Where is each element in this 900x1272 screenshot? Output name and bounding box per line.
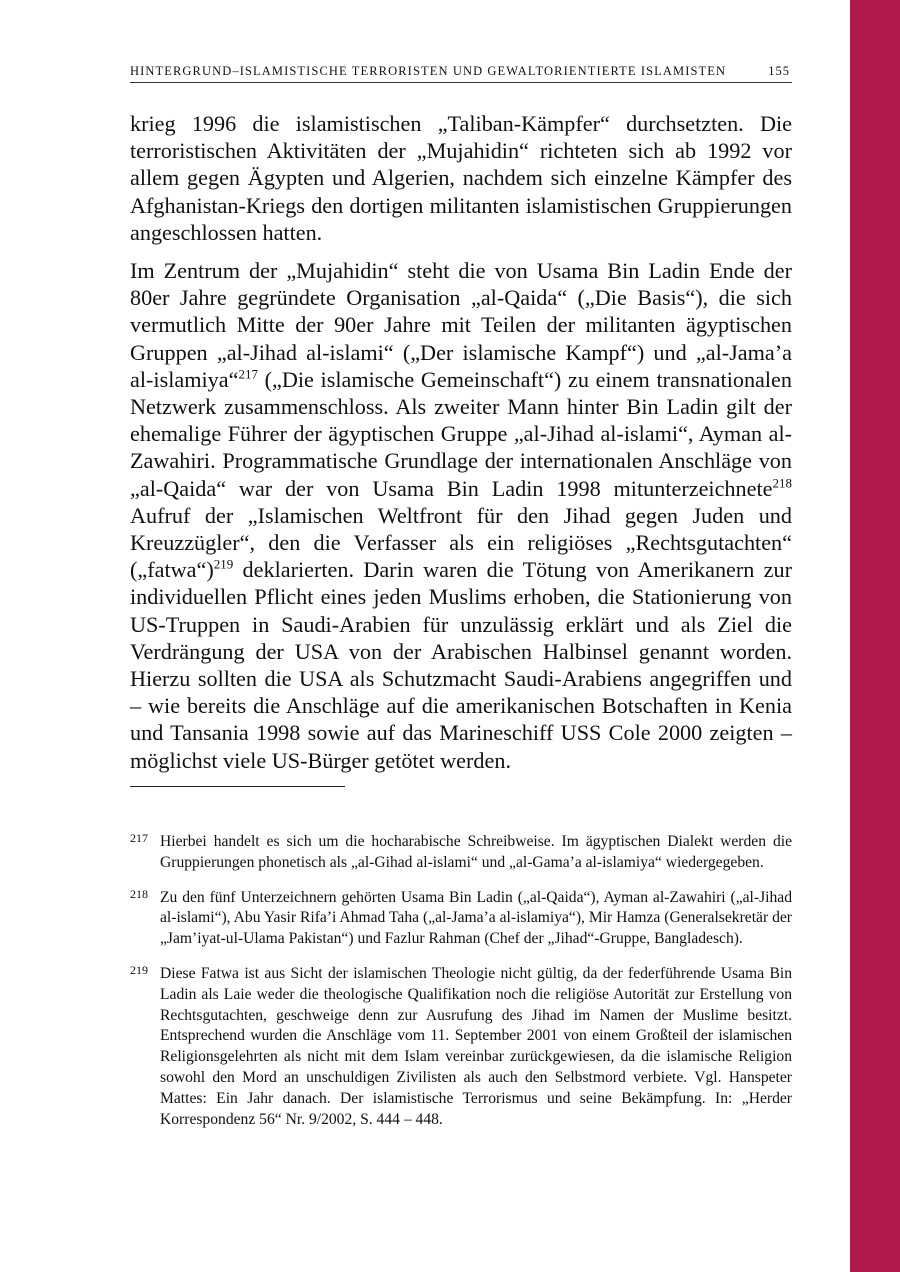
footnote-text: Diese Fatwa ist aus Sicht der islamischen Theologie nicht gültig, da der federführende Usama Bin Ladin als Laie weder die theologische Qualifikation noch die religiöse Autorität zur Erstellung von Rechtsgutachten, geschweige denn zur Ausrufung des Jihad im Namen der Muslime besitzt. Entsprechend wurden die Anschläge vom 11. September 2001 von einem Großteil der islamischen Religionsgelehrten als nicht mit dem Islam vereinbar zurückgewiesen, da die islamische Religion sowohl den Mord an unschuldigen Zivilisten als auch den Selbstmord verbiete. Vgl. Hanspeter Mattes: Ein Jahr danach. Der islamistische Terrorismus und seine Bekämpfung. In: „Herder Korrespondenz 56“ Nr. 9/2002, S. 444 – 448. — [160, 964, 792, 1128]
footnote-219 — [130, 964, 792, 1130]
paragraph-2-segment: („Die islamische Gemeinschaft“) zu einem transnationalen Netzwerk zusammenschloss. Als zweiter Mann hinter Bin Ladin gilt der ehemalige Führer der ägyptischen Gruppe „al-Jihad al-islami“, Ayman al-Zawahiri. Programmatische Grundlage der internationalen Anschläge von „al-Qaida“ war der von Usama Bin Ladin 1998 mitunterzeichnete — [130, 366, 792, 501]
paragraph-1: krieg 1996 die islamistischen „Taliban-Kämpfer“ durchsetzten. Die terroristischen Aktivitäten der „Mujahidin“ richteten sich ab 1992 vor allem gegen Ägypten und Algerien, nachdem sich einzelne Kämpfer des Afghanistan-Kriegs den dortigen militanten islamistischen Gruppierungen angeschlossen hatten. — [130, 111, 792, 245]
footnote-ref-218[interactable]: 218 — [772, 475, 792, 491]
footnote-number: 219 — [130, 962, 148, 977]
decorative-side-bar — [850, 0, 900, 1272]
paragraph-2-segment: Im Zentrum der „Mujahidin“ steht die von Usama Bin Ladin Ende der 80er Jahre gegründete Organisation „al-Qaida“ („Die Basis“), die sich vermutlich Mitte der 90er Jahre mit Teilen der militanten ägyptischen Gruppen „al-Jihad al-islami“ („Der islamische Kampf“) und „al-Jama’a al-islamiya“ — [130, 258, 792, 392]
main-text — [130, 110, 792, 785]
footnote-number: 218 — [130, 886, 148, 901]
footnotes — [130, 832, 792, 1144]
paragraph-2 — [130, 257, 792, 774]
running-header — [130, 64, 792, 83]
paragraph-2-segment: deklarierten. Darin waren die Tötung von Amerikanern zur individuellen Pflicht eines jeden Muslims erhoben, die Stationierung von US-Truppen in Saudi-Arabien für unzulässig erklärt und als Ziel die Verdrängung der USA von der Arabischen Halbinsel genannt worden. Hierzu sollten die USA als Schutzmacht Saudi-Arabiens angegriffen und – wie bereits die Anschläge auf die amerikanischen Botschaften in Kenia und Tansania 1998 sowie auf das Marineschiff USS Cole 2000 zeigten – möglichst viele US-Bürger getötet werden. — [130, 557, 792, 773]
footnote-text: Zu den fünf Unterzeichnern gehörten Usama Bin Ladin („al-Qaida“), Ayman al-Zawahiri („al-Jihad al-islami“), Abu Yasir Rifa’i Ahmad Taha („al-Jama’a al-islamiya“), Mir Hamza (Generalsekretär der „Jam’iyat-ul-Ulama Pakistan“) und Fazlur Rahman (Chef der „Jihad“-Gruppe, Bangladesch). — [160, 888, 792, 948]
footnote-ref-217[interactable]: 217 — [238, 366, 258, 382]
footnote-number: 217 — [130, 831, 148, 845]
footnote-218 — [130, 888, 792, 950]
footnote-217 — [130, 832, 792, 874]
footnote-separator — [130, 786, 345, 787]
paragraph-2-segment: Aufruf der „Islamischen Weltfront für den Jihad gegen Juden und Kreuzzügler“, den die Verfasser als ein religiöses „Rechtsgutachten“ („fatwa“) — [130, 502, 792, 583]
footnote-ref-219[interactable]: 219 — [213, 556, 234, 572]
page-number: 155 — [768, 64, 790, 78]
footnote-text: Hierbei handelt es sich um die hocharabische Schreibweise. Im ägyptischen Dialekt werden die Gruppierungen phonetisch als „al-Gihad al-islami“ und „al-Gama’a al-islamiya“ wiedergegeben. — [160, 833, 792, 871]
running-title: HINTERGRUND–ISLAMISTISCHE TERRORISTEN UND GEWALTORIENTIERTE ISLAMISTEN — [130, 64, 727, 78]
